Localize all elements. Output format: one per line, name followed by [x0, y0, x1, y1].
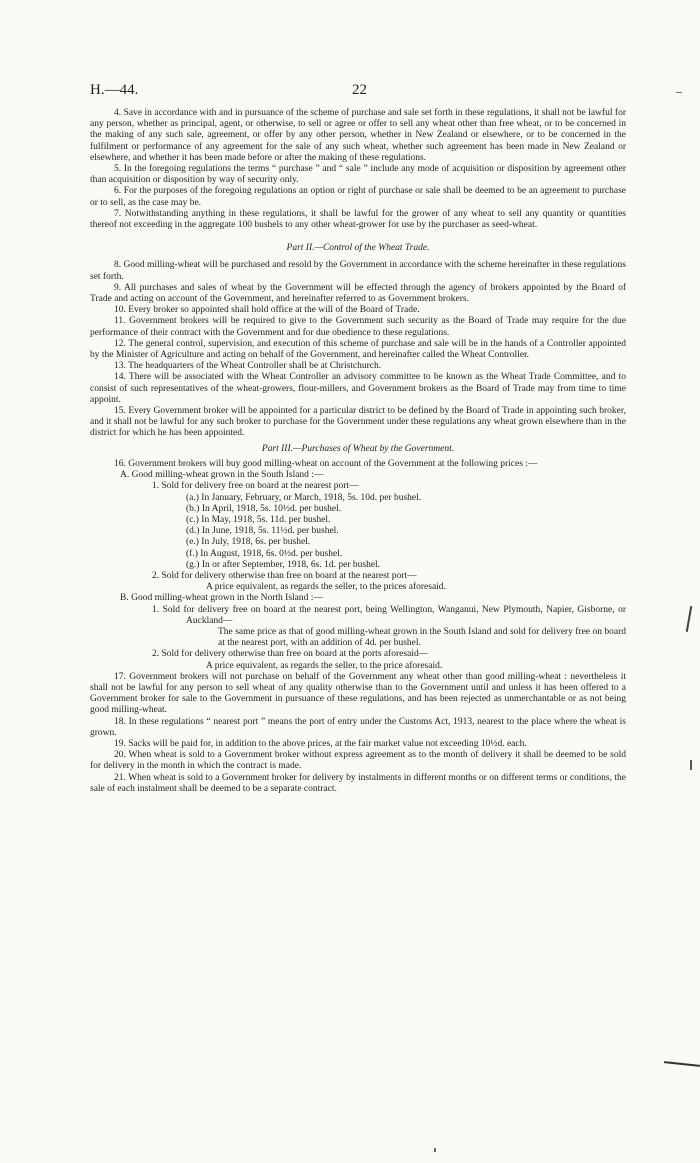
section-a-title: A. Good milling-wheat grown in the South Island :— — [120, 470, 324, 481]
price-line-g: (g.) In or after September, 1918, 6s. 1d. per bushel. — [186, 559, 381, 570]
regulation-16-intro: 16. Government brokers will buy good milling-wheat on account of the Government at the following prices :— — [114, 458, 538, 469]
regulation-9: 9. All purchases and sales of wheat by the Government will be effected through the agency of brokers appointed by the Board of Trade and acting on account of the Government, and hereinafter referred to as Government brokers. — [90, 282, 626, 305]
part-3-heading: Part III.—Purchases of Wheat by the Government. — [261, 443, 455, 454]
price-line-e: (e.) In July, 1918, 6s. per bushel. — [186, 537, 311, 548]
regulation-21: 21. When wheat is sold to a Government broker for delivery by instalments in different months or on different terms or conditions, the sale of each instalment shall be deemed to be a separate contract. — [90, 772, 626, 794]
section-b-item-2: 2. Sold for delivery otherwise than free on board at the ports aforesaid— — [152, 649, 429, 660]
page-header — [90, 82, 626, 108]
regulation-4: 4. Save in accordance with and in pursuance of the scheme of purchase and sale set forth in these regulations, it shall not be lawful for any person, whether as principal, agent, or otherwise, to sell or agree or offer to sell any wheat other than free wheat, or to be concerned in the making of any such sale, agreement, or offer by any other person, whether in New Zealand or elsewhere, or to be concerned in the fulfilment or performance of any agreement for the sale of any such wheat, whether such agreement has been made in New Zealand or elsewhere, and whether it has been made before or after the making of these regulations. — [90, 108, 626, 163]
price-line-c: (c.) In May, 1918, 5s. 11d. per bushel. — [186, 514, 331, 525]
price-line-a: (a.) In January, February, or March, 1918, 5s. 10d. per bushel. — [186, 492, 422, 503]
regulation-14: 14. There will be associated with the Wheat Controller an advisory committee to be known as the Wheat Trade Committee, and to consist of such representatives of the wheat-growers, flour-millers, and Government brokers as the Board of Trade may from time to time appoint. — [90, 372, 626, 405]
price-line-b: (b.) In April, 1918, 5s. 10½d. per bushel. — [186, 503, 342, 514]
regulation-5: 5. In the foregoing regulations the terms “ purchase ” and “ sale ” include any mode of acquisition or disposition by agreement other than acquisition or disposition by way of security only. — [90, 164, 626, 186]
part-2-heading: Part II.—Control of the Wheat Trade. — [286, 243, 430, 254]
margin-scan-mark-lower — [690, 760, 692, 770]
regulation-7: 7. Notwithstanding anything in these regulations, it shall be lawful for the grower of any wheat to sell any quantity or quantities thereof not exceeding in the aggregate 100 bushels to any other wheat-grower for use by the purchaser as seed-wheat. — [90, 208, 626, 231]
section-b-item-2-detail: A price equivalent, as regards the seller, to the price aforesaid. — [206, 660, 443, 671]
regulation-13: 13. The headquarters of the Wheat Controller shall be at Christchurch. — [114, 361, 382, 372]
regulation-15: 15. Every Government broker will be appointed for a particular district to be defined by the Board of Trade in appointing such broker, and it shall not be lawful for any such broker to purchase for the Government under these regulations any wheat grown elsewhere than in the district for which he has been appointed. — [90, 406, 626, 439]
document-page — [90, 82, 626, 795]
regulation-12: 12. The general control, supervision, and execution of this scheme of purchase and sale will be in the hands of a Controller appointed by the Minister of Agriculture and acting on behalf of the Government, and hereinafter called the Wheat Controller. — [90, 338, 626, 361]
page-number: 22 — [352, 82, 367, 98]
regulation-18: 18. In these regulations “ nearest port ” means the port of entry under the Customs Act, 1913, nearest to the place where the wheat is grown. — [90, 716, 626, 738]
regulation-6: 6. For the purposes of the foregoing regulations an option or right of purchase or sale shall be deemed to be an agreement to purchase or to sell, as the case may be. — [90, 186, 626, 208]
margin-scan-mark-middle — [686, 606, 692, 632]
regulation-19: 19. Sacks will be paid for, in addition to the above prices, at the fair market value not exceeding 10½d. each. — [114, 738, 527, 749]
section-b-item-1: 1. Sold for delivery free on board at the nearest port, being Wellington, Wanganui, New Plymouth, Napier, Gisborne, or Auckland— — [152, 604, 626, 626]
section-a-item-2: 2. Sold for delivery otherwise than free on board at the nearest port— — [152, 570, 417, 581]
price-line-f: (f.) In August, 1918, 6s. 0½d. per bushel. — [186, 548, 343, 559]
regulation-10: 10. Every broker so appointed shall hold office at the will of the Board of Trade. — [114, 305, 420, 316]
bottom-scan-speck — [434, 1148, 436, 1152]
section-b-item-1-detail: The same price as that of good milling-wheat grown in the South Island and sold for delivery free on board at the nearest port, with an addition of 4d. per bushel. — [218, 626, 626, 649]
regulation-11: 11. Government brokers will be required to give to the Government such security as the Board of Trade may require for the due performance of their contract with the Government and for due obedience to these regulations. — [90, 316, 626, 338]
section-a-item-1: 1. Sold for delivery free on board at the nearest port— — [152, 481, 359, 492]
price-line-d: (d.) In June, 1918, 5s. 11½d. per bushel. — [186, 526, 339, 537]
document-reference: H.—44. — [90, 82, 139, 98]
regulation-17: 17. Government brokers will not purchase on behalf of the Government any wheat other than good milling-wheat : nevertheless it shall not be lawful for any person to sell wheat of any quality otherwise than to the Government until and unless it has been offered to a Government broker for sale to the Government in pursuance of these regulations, and has been rejected as unmerchantable or as not being good milling-wheat. — [90, 671, 626, 716]
regulation-8: 8. Good milling-wheat will be purchased and resold by the Government in accordance with the scheme hereinafter in these regulations set forth. — [90, 260, 626, 282]
section-b-title: B. Good milling-wheat grown in the North Island :— — [120, 593, 323, 604]
regulation-20: 20. When wheat is sold to a Government broker without express agreement as to the month of delivery it shall be deemed to be sold for delivery in the month in which the contract is made. — [90, 750, 626, 772]
margin-scan-mark-bottom — [664, 1061, 700, 1067]
margin-scan-mark-top — [676, 92, 682, 93]
section-a-item-2-detail: A price equivalent, as regards the seller, to the prices aforesaid. — [206, 582, 446, 593]
